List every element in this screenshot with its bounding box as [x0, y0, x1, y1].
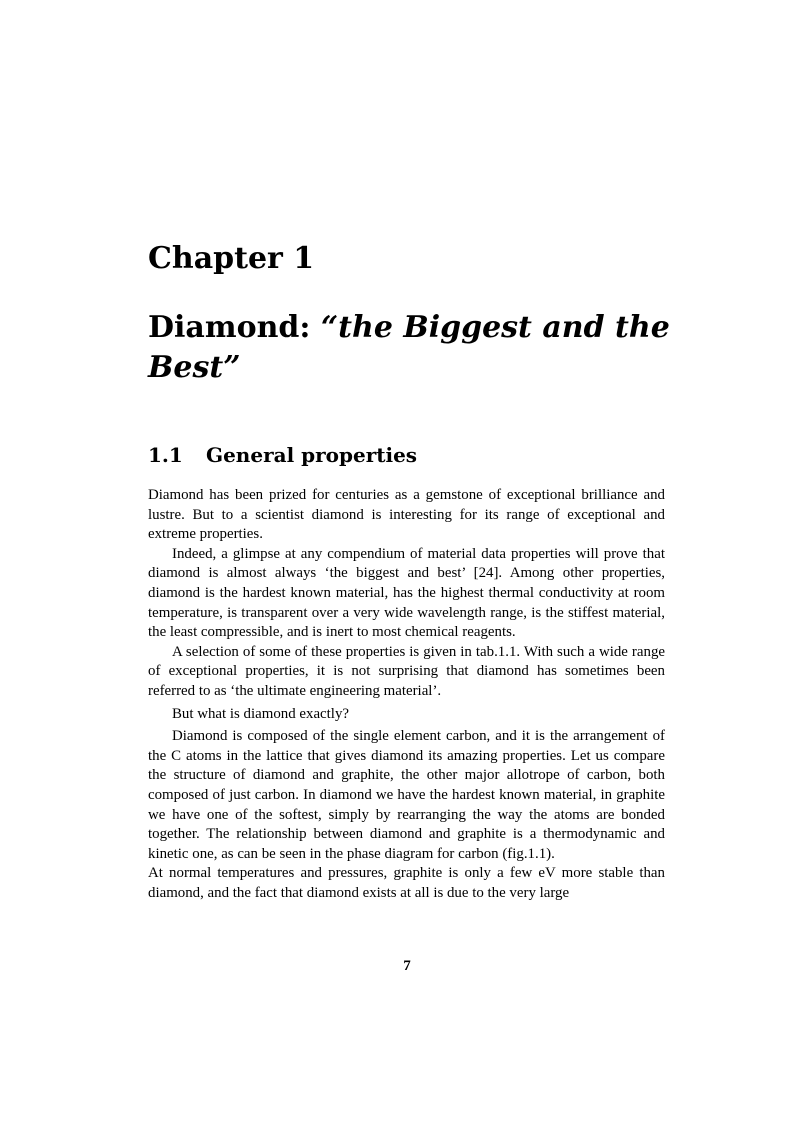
section-title: General properties [206, 443, 418, 467]
chapter-label: Chapter 1 [148, 241, 315, 276]
paragraph: Diamond has been prized for centuries as a gemstone of exceptional brilliance and lustre. But to a scientist diamond is interesting for its range of exceptional and extreme properties. [148, 487, 665, 543]
paragraph: At normal temperatures and pressures, graphite is only a few eV more stable than diamond, and the fact that diamond exists at all is due to the very large [148, 865, 665, 901]
body-text [148, 486, 665, 903]
section-heading [148, 441, 417, 469]
paragraph: A selection of some of these properties is given in tab.1.1. With such a wide range of exceptional properties, it is not surprising that diamond has sometimes been referred to as ‘the ultimate engineering material’. [148, 643, 665, 699]
paragraph: Diamond is composed of the single element carbon, and it is the arrangement of the C atoms in the lattice that gives diamond its amazing properties. Let us compare the structure of diamond and graphite, the other major allotrope of carbon, both composed of just carbon. In diamond we have the hardest known material, in graphite we have one of the softest, simply by rearranging the way the atoms are bonded together. The relationship between diamond and graphite is a thermodynamic and kinetic one, as can be seen in the phase diagram for carbon (fig.1.1). [148, 728, 665, 862]
paragraph: Indeed, a glimpse at any compendium of material data properties will prove that diamond is almost always ‘the biggest and best’ [24]. Among other properties, diamond is the hardest known material, has the highest thermal conductivity at room temperature, is transparent over a very wide wavelength range, is the stiffest material, the least compressible, and is inert to most chemical reagents. [148, 545, 665, 641]
chapter-title-plain: Diamond: [148, 310, 321, 345]
chapter-title [148, 308, 678, 388]
chapter-title-italic: “the Biggest and the Best” [148, 310, 670, 385]
paragraph: But what is diamond exactly? [172, 705, 349, 722]
page-number: 7 [403, 958, 411, 974]
section-number: 1.1 [148, 443, 183, 467]
